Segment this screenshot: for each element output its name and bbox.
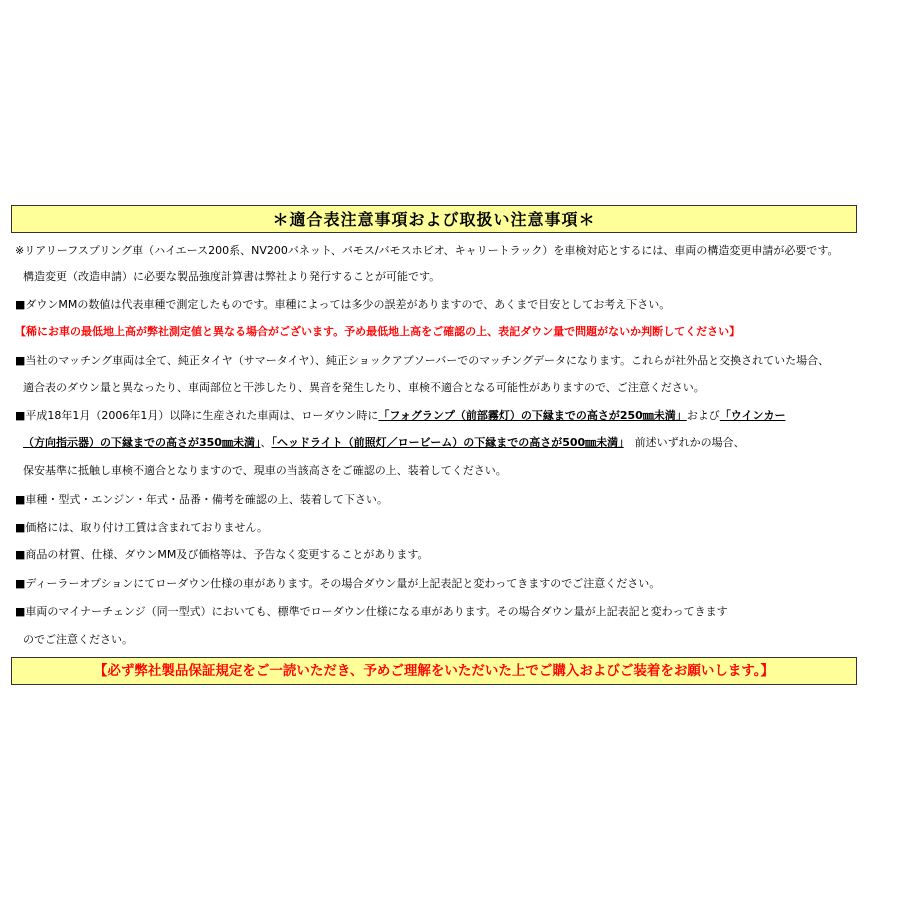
notice-line-matching-cont: 適合表のダウン量と異なったり、車両部位と干渉したり、異音を発生したり、車検不適合となる可能性がありますので、ご注意ください。 [23, 381, 705, 394]
notice-line-leaf-spring: ※リアリーフスプリング車（ハイエース200系、NV200バネット、バモス/バモスホビオ、キャリートラック）を車検対応とするには、車両の構造変更申請が必要です。 [15, 244, 839, 257]
notice-footer: 【必ず弊社製品保証規定をご一読いただき、予めご理解をいただいた上でご購入およびご装着をお願いします。】 [93, 663, 775, 679]
notice-title-banner [11, 205, 857, 233]
notice-line-heisei18 [15, 408, 785, 424]
notice-title: ＊適合表注意事項および取扱い注意事項＊ [272, 210, 596, 229]
notice-line-minor-change-cont: のでご注意ください。 [23, 633, 133, 646]
notice-line-calculation: 構造変更（改造申請）に必要な製品強度計算書は弊社より発行することが可能です。 [23, 270, 441, 283]
notice-line-down-mm: ■ダウンMMの数値は代表車種で測定したものです。車種によっては多少の誤差がありますので、あくまで目安としてお考え下さい。 [15, 298, 671, 311]
notice-line-matching: ■当社のマッチング車両は全て、純正タイヤ（サマータイヤ）、純正ショックアブソーバーでのマッチングデータになります。これらが社外品と交換されていた場合、 [15, 354, 830, 367]
notice-panel [11, 205, 857, 685]
heisei-sep: 、 [260, 436, 272, 449]
notice-line-price: ■価格には、取り付け工賃は含まれておりません。 [15, 521, 269, 534]
headlight-rule: 「ヘッドライト（前照灯／ロービーム）の下縁までの高さが500㎜未満」 [271, 436, 624, 449]
winker-rule-end: （方向指示器）の下縁までの高さが350㎜未満」 [23, 436, 261, 449]
notice-line-safety-standard: 保安基準に抵触し車検不適合となりますので、現車の当該高さをご確認の上、装着してください。 [23, 464, 507, 477]
heisei-joiner: および [686, 409, 720, 422]
notice-line-minor-change: ■車両のマイナーチェンジ（同一型式）においても、標準でローダウン仕様になる車があります。その場合ダウン量が上記表記と変わってきます [15, 605, 728, 618]
notice-line-spec-change: ■商品の材質、仕様、ダウンMM及び価格等は、予告なく変更することがあります。 [15, 548, 429, 561]
notice-line-dealer-option: ■ディーラーオプションにてローダウン仕様の車があります。その場合ダウン量が上記表記と変わってきますのでご注意ください。 [15, 577, 661, 590]
heisei-prefix: ■平成18年1月（2006年1月）以降に生産された車両は、ローダウン時に [15, 409, 379, 422]
notice-line-check-model: ■車種・型式・エンジン・年式・品番・備考を確認の上、装着して下さい。 [15, 493, 388, 506]
heisei-suffix: 前述いずれかの場合、 [623, 436, 745, 449]
notice-footer-banner [11, 657, 857, 685]
fog-lamp-rule: 「フォグランプ（前部霧灯）の下縁までの高さが250㎜未満」 [378, 409, 687, 422]
notice-line-ground-clearance-warning: 【稀にお車の最低地上高が弊社測定値と異なる場合がございます。予め最低地上高をご確認の上、表記ダウン量で問題がないか判断してください】 [15, 325, 741, 338]
notice-line-heisei18-cont [23, 435, 745, 451]
winker-rule-start: 「ウインカー [719, 409, 786, 422]
